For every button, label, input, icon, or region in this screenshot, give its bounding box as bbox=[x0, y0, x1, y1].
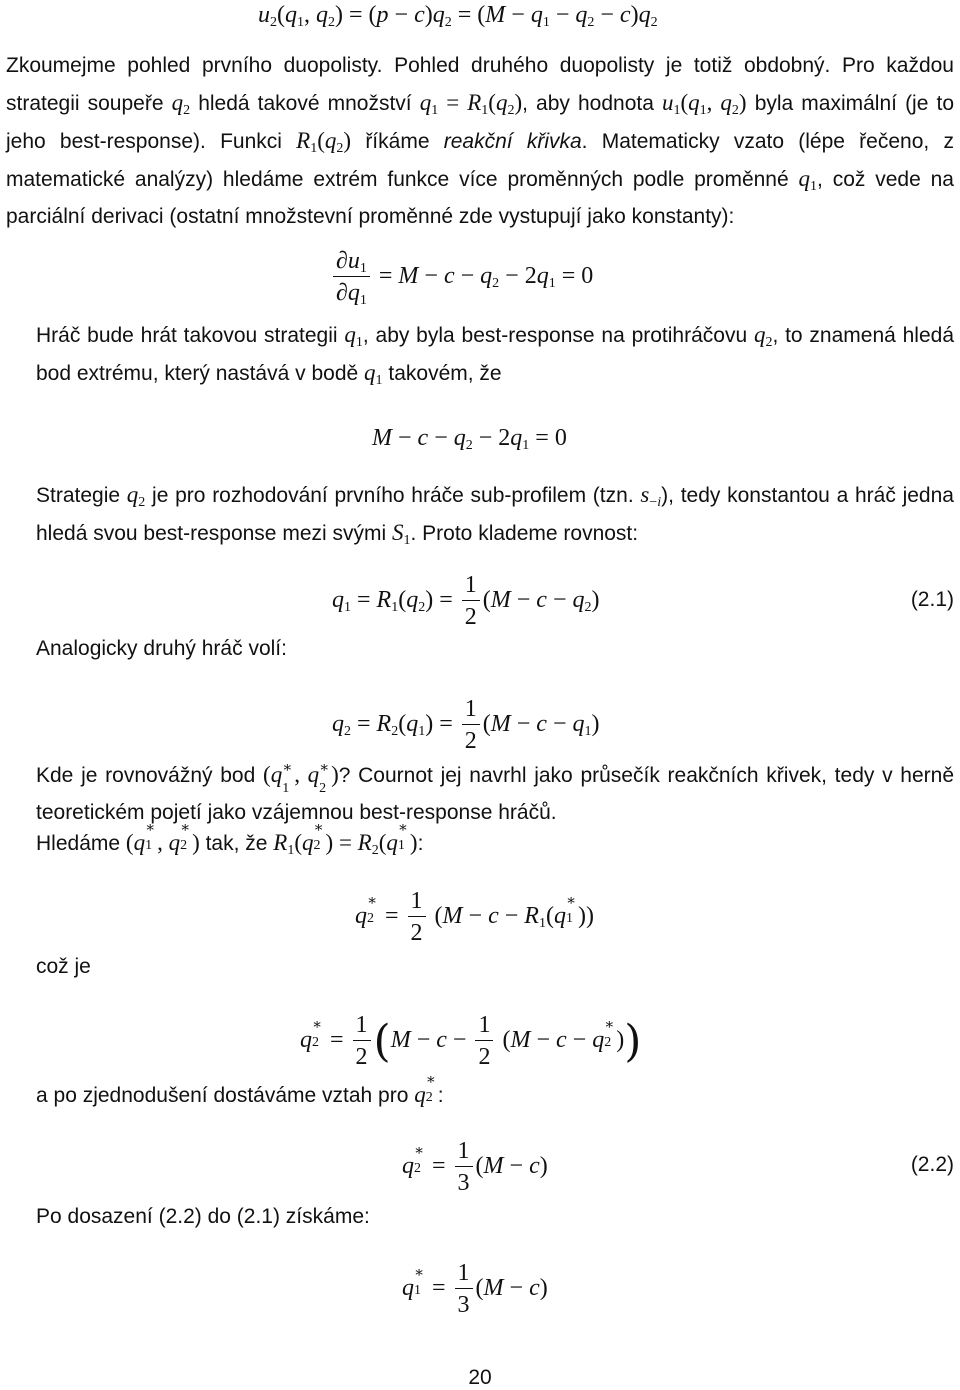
text-span: byla maximální (je to jeho best-response). Funkci bbox=[6, 92, 954, 153]
text-span: Hráč bude hrát takovou strategii bbox=[36, 324, 338, 347]
text-span: . Matematicky vzato (lépe řečeno, z matematické analýzy) hledáme extrém funkce více proměnných podle proměnné bbox=[6, 130, 954, 191]
text-span: , aby hodnota bbox=[522, 92, 654, 115]
text-span: tak, že bbox=[205, 832, 268, 855]
equation-2-2: q ∗ 2 = $\frac{1}{3}$ (M − c) bbox=[402, 1138, 548, 1196]
text-span: a po zjednodušení dostáváme vztah pro bbox=[36, 1084, 409, 1107]
text-span: Zkoumejme pohled prvního duopolisty. Pohled druhého duopolisty je totiž obdobný. Pro každou strategii soupeře bbox=[6, 54, 954, 115]
label-analogicky: Analogicky druhý hráč volí: bbox=[36, 637, 287, 660]
paragraph-strategy: Strategie $q_2$ je pro rozhodování prvního hráče sub-profilem (tzn. $s_{-i}$), tedy konstantou a hráč jedna hledá svou best-response mezi svými $S_1$. Proto klademe rovnost: bbox=[36, 482, 954, 548]
equation-number-2-1: (2.1) bbox=[910, 588, 954, 611]
paragraph-equilibrium: Kde je rovnovážný bod (q ∗ 1 , q ∗ 2 )? Cournot jej navrhl jako průsečík reakčních křivek, tedy v herně teoretickém pojetí jako vzájemnou best-response hráčů. bbox=[36, 760, 955, 824]
equation-2-1: $q_1 = R_1(q_2)$ = $\frac{1}{2}$ $(M - c - q_2)$ bbox=[332, 572, 600, 630]
term-reaction-curve: reakční křivka bbox=[443, 130, 582, 153]
text-span: ? Cournot jej navrhl jako průsečík reakčních křivek, tedy v herně teoretickém pojetí jako vzájemnou best-response hráčů. bbox=[36, 764, 955, 824]
text-span: říkáme bbox=[365, 130, 430, 153]
equation-q2-star-substitution: q ∗ 2 = $\frac{1}{2}$ ($M - c - R_1(q$ ∗ 1 )) bbox=[355, 888, 594, 946]
top-equation: $u_2(q_1$, $q_2) = (p - c)q_2 = (M - q_1 - q_2 - c)q_2$ bbox=[258, 2, 658, 30]
extreme-condition-equation: $M - c - q_2 - 2q_1 = 0$ bbox=[372, 425, 567, 453]
partial-derivative-equation: $\frac{\partial u_1}{\partial q_1}$ = $M - c - q_2 - 2q_1 = 0$ bbox=[330, 246, 593, 309]
text-span: je pro rozhodování prvního hráče sub-profilem (tzn. bbox=[152, 484, 634, 507]
label-po-dosazeni: Po dosazení (2.2) do (2.1) získáme: bbox=[36, 1205, 370, 1228]
equation-q1-star: q ∗ 1 = $\frac{1}{3}$ (M − c) bbox=[402, 1260, 548, 1318]
paragraph-extreme-point: Hráč bude hrát takovou strategii $q_1$, aby byla best-response na protihráčovu $q_2$, to znamená hledá bod extrému, který nastává v bodě $q_1$ takovém, že bbox=[36, 322, 954, 388]
text-span: hledá takové množství bbox=[198, 92, 412, 115]
line-hledame: Hledáme (q ∗ 1 , q ∗ 2 ) tak, že $R_1(q$ ∗ 2 ) = $R_2(q$ ∗ 1 ): bbox=[36, 820, 424, 858]
page-number: 20 bbox=[468, 1366, 492, 1389]
text-span: , což vede na parciální derivaci (ostatní množstevní proměnné zde vystupují jako konstanty): bbox=[6, 168, 954, 228]
text-span: , aby byla best-response na protihráčovu bbox=[362, 324, 748, 347]
label-coz-je: což je bbox=[36, 955, 91, 978]
equation-reaction-player-2: $q_2 = R_2(q_1)$ = $\frac{1}{2}$ $(M - c - q_1)$ bbox=[332, 696, 600, 754]
text-span: ), tedy konstantou a hráč jedna hledá svou best-response mezi svými bbox=[36, 484, 954, 545]
line-simplification: a po zjednodušení dostáváme vztah pro q ∗ 2 : bbox=[36, 1072, 444, 1107]
text-span: takovém, že bbox=[388, 362, 502, 385]
text-span: Strategie bbox=[36, 484, 121, 507]
text-span: , to znamená hledá bod extrému, který nastává v bodě bbox=[36, 324, 954, 385]
paragraph-reaction-curve: Zkoumejme pohled prvního duopolisty. Pohled druhého duopolisty je totiž obdobný. Pro každou strategii soupeře $q_2$ hledá takové množství $q_1 = R_1(q_2)$, aby hodnota $u_1(q_1$, $q_2$) byla maximální (je to jeho best-response). Funkci $R_1(q_2)$ říkáme reakční křivka. Matematicky vzato (lépe řečeno, z matematické analýzy) hledáme extrém funkce více proměnných podle proměnné $q_1$, což vede na parciální derivaci (ostatní množstevní proměnné zde vystupují jako konstanty): bbox=[6, 54, 954, 228]
equation-number-2-2: (2.2) bbox=[910, 1153, 954, 1176]
equation-q2-star-expanded: q ∗ 2 = $\frac{1}{2}$ (M − c − $\frac{1}{2}$ (M − c − q ∗ 2 )) bbox=[300, 1012, 642, 1070]
text-span: Hledáme bbox=[36, 832, 121, 855]
text-span: . Proto klademe rovnost: bbox=[410, 522, 639, 545]
text-span: Kde je rovnovážný bod bbox=[36, 764, 256, 787]
